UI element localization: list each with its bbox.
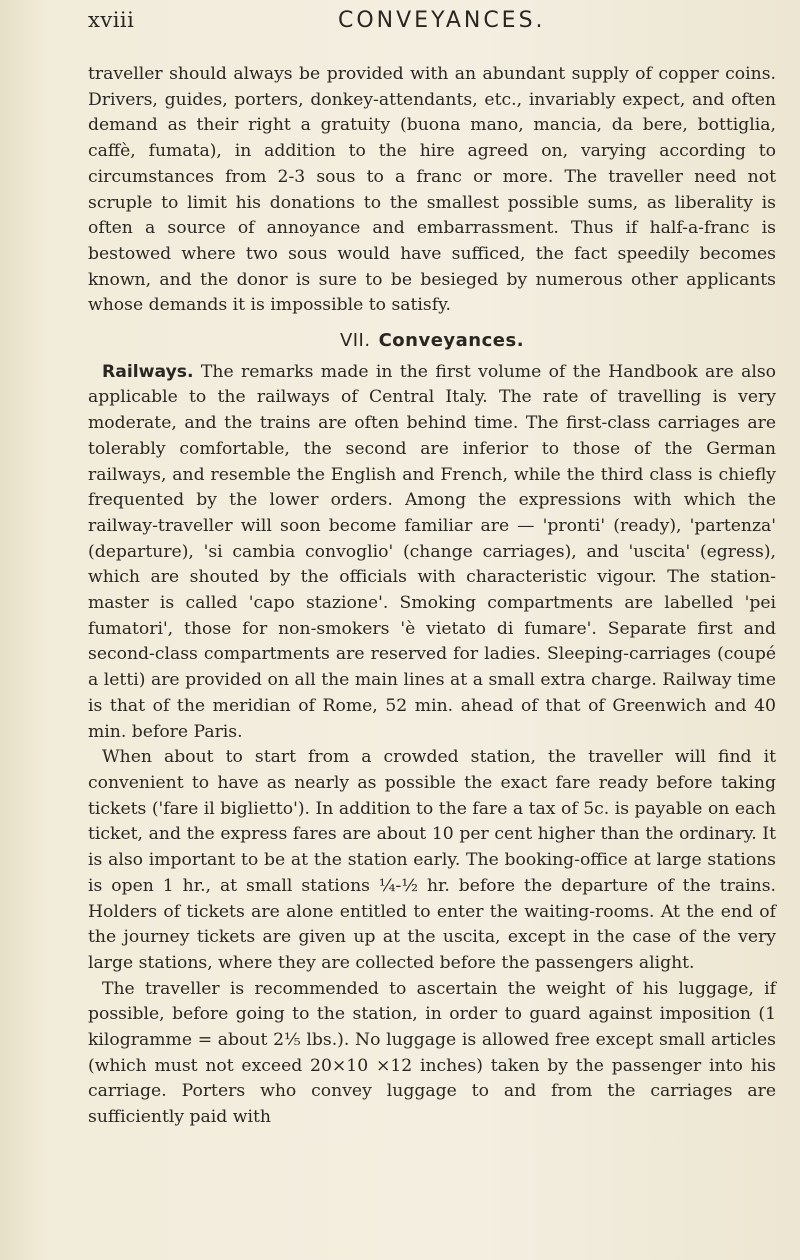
page-number: xviii (88, 8, 135, 32)
section-title: Conveyances. (378, 330, 525, 352)
running-title: CONVEYANCES. (338, 8, 546, 33)
paragraph-luggage: The traveller is recommended to ascertain the weight of his luggage, if possible, before going to the station, in order to guard against imposition (1 kilogramme = about 2⅕ lbs.). No luggage is allowed free except small articles (which must not exceed 20×10 ×12 inches) taken by the passenger into his carriage. Porters who convey luggage to and from the carriages are sufficiently paid with (88, 978, 776, 1128)
paragraph-tickets: When about to start from a crowded station, the traveller will find it convenient to have as nearly as possible the exact fare ready before taking tickets ('fare il biglietto'). In addition to the fare a tax of 5c. is payable on each ticket, and the express fares are about 10 per cent higher than the ordinary. It is also important to be at the station early. The booking-office at large stations is open 1 hr., at small stations ¼-½ hr. before the departure of the trains. Holders of tickets are alone entitled to enter the waiting-rooms. At the end of the journey tickets are given up at the uscita, except in the case of the very large stations, where they are collected before the passengers alight. (88, 747, 776, 973)
paragraph-gratuities: traveller should always be provided with an abundant supply of copper coins. Drivers, guides, porters, donkey-attendants, etc., invariably expect, and often demand as their right a gratuity (buona mano, mancia, da bere, bottiglia, caffè, fumata), in addition to the hire agreed on, varying according to circumstances from 2-3 sous to a franc or more. The traveller need not scruple to limit his donations to the smallest possible sums, as liberality is often a source of annoyance and embarrassment. Thus if half-a-franc is bestowed where two sous would have sufficed, the fact speedily becomes known, and the donor is sure to be besieged by numerous other applicants whose demands it is impossible to satisfy. (88, 64, 776, 316)
railways-text: The remarks made in the first volume of the Handbook are also applicable to the railways of Central Italy. The rate of travelling is very moderate, and the trains are often behind time. The first-class carriages are tolerably comfortable, the second are inferior to those of the German railways, and resemble the English and French, while the third class is chiefly frequented by the lower orders. Among the expressions with which the railway-traveller will soon become familiar are — 'pronti' (ready), 'partenza' (departure), 'si cambia convoglio' (change carriages), and 'uscita' (egress), which are shouted by the officials with characteristic vigour. The station-master is called 'capo stazione'. Smoking compartments are labelled 'pei fumatori', those for non-smokers 'è vietato di fumare'. Separate first and second-class compartments are reserved for ladies. Sleeping-carriages (coupé a letti) are provided on all the main lines at a small extra charge. Railway time is that of the meridian of Rome, 52 min. ahead of that of Greenwich and 40 min. before Paris. (88, 361, 776, 742)
page-header (88, 4, 760, 44)
body-text (88, 62, 776, 1131)
section-number: VII. (339, 330, 371, 352)
section-heading (88, 328, 776, 354)
railways-run-in-heading: Railways. (102, 361, 194, 382)
paragraph-railways (88, 360, 776, 746)
